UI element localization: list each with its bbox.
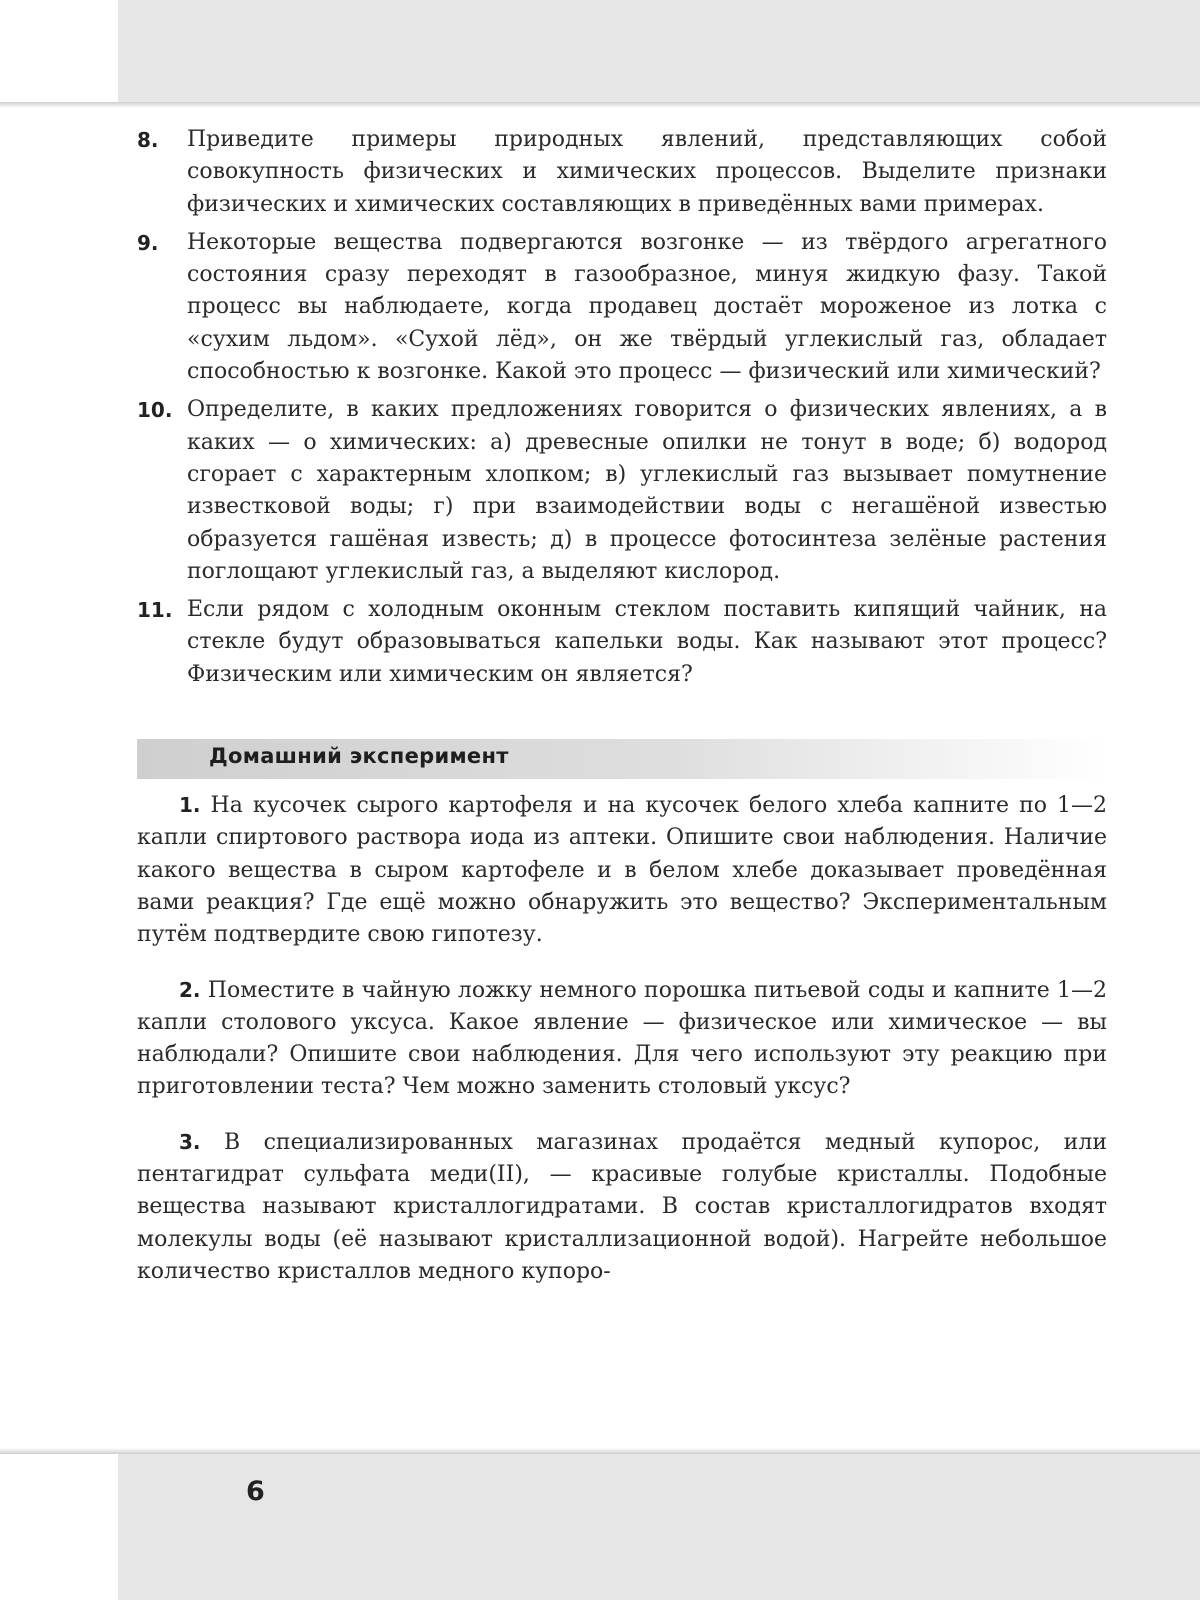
question-text: Определите, в каких предложениях говорится о физических явлениях, а в каких — о химических: а) древесные опилки не тонут в воде; б) водород сгорает с характерным хлопком; в) углекислый газ вызывает помутнение известковой воды; г) при взаимодействии воды с негашёной известью образуется гашёная известь; д) в процессе фотосинтеза зелёные растения поглощают углекислый газ, а выделяют кислород. (187, 397, 1107, 584)
header-divider (0, 102, 1200, 108)
page-content (137, 124, 1107, 1310)
experiment-text: Поместите в чайную ложку немного порошка питьевой соды и капните 1—2 капли столового уксуса. Какое явление — физическое или химическое — вы наблюдали? Опишите свои наблюдения. Для чего используют эту реакцию при приготовлении теста? Чем можно заменить столовый уксус? (137, 977, 1108, 1100)
question-8 (137, 124, 1107, 221)
experiment-number: 2. (179, 977, 201, 1002)
question-number: 10. (137, 398, 173, 423)
experiment-item-2 (137, 974, 1107, 1104)
question-10 (137, 394, 1107, 588)
question-11 (137, 594, 1107, 691)
question-text: Некоторые вещества подвергаются возгонке — из твёрдого агрегатного состояния сразу переходят в газообразное, минуя жидкую фазу. Такой процесс вы наблюдаете, когда продавец достаёт мороженое из лотка с «сухим льдом». «Сухой лёд», он же твёрдый углекислый газ, обладает способностью к возгонке. Какой это процесс — физический или химический? (187, 229, 1107, 385)
question-9 (137, 227, 1107, 388)
question-number: 11. (137, 598, 173, 623)
experiment-number: 3. (179, 1129, 201, 1154)
experiment-item-3 (137, 1126, 1107, 1288)
header-band (118, 0, 1200, 102)
question-text: Если рядом с холодным оконным стеклом поставить кипящий чайник, на стекле будут образовываться капельки воды. Как называют этот процесс? Физическим или химическим он является? (187, 597, 1107, 687)
section-title: Домашний эксперимент (209, 744, 509, 769)
section-header-home-experiment (137, 739, 1107, 779)
footer-band (118, 1454, 1200, 1600)
experiment-number: 1. (179, 793, 201, 818)
experiment-text: На кусочек сырого картофеля и на кусочек белого хлеба капните по 1—2 капли спиртового раствора иода из аптеки. Опишите свои наблюдения. Наличие какого вещества в сыром картофеле и в белом хлебе доказывает проведённая вами реакция? Где ещё можно обнаружить это вещество? Экспериментальным путём подтвердите свою гипотезу. (137, 793, 1107, 948)
question-number: 9. (137, 230, 159, 255)
experiment-item-1 (137, 789, 1107, 951)
page-number: 6 (246, 1476, 265, 1507)
question-number: 8. (137, 128, 159, 152)
experiment-text: В специализированных магазинах продаётся медный купорос, или пентагидрат сульфата меди(II), — красивые голубые кристаллы. Подобные вещества называют кристаллогидратами. В состав кристаллогидратов входят молекулы воды (её называют кристаллизационной водой). Нагрейте небольшое количество кристаллов медного купоро- (137, 1129, 1107, 1284)
question-text: Приведите примеры природных явлений, представляющих собой совокупность физических и химических процессов. Выделите признаки физических и химических составляющих в приведённых вами примерах. (187, 127, 1107, 217)
